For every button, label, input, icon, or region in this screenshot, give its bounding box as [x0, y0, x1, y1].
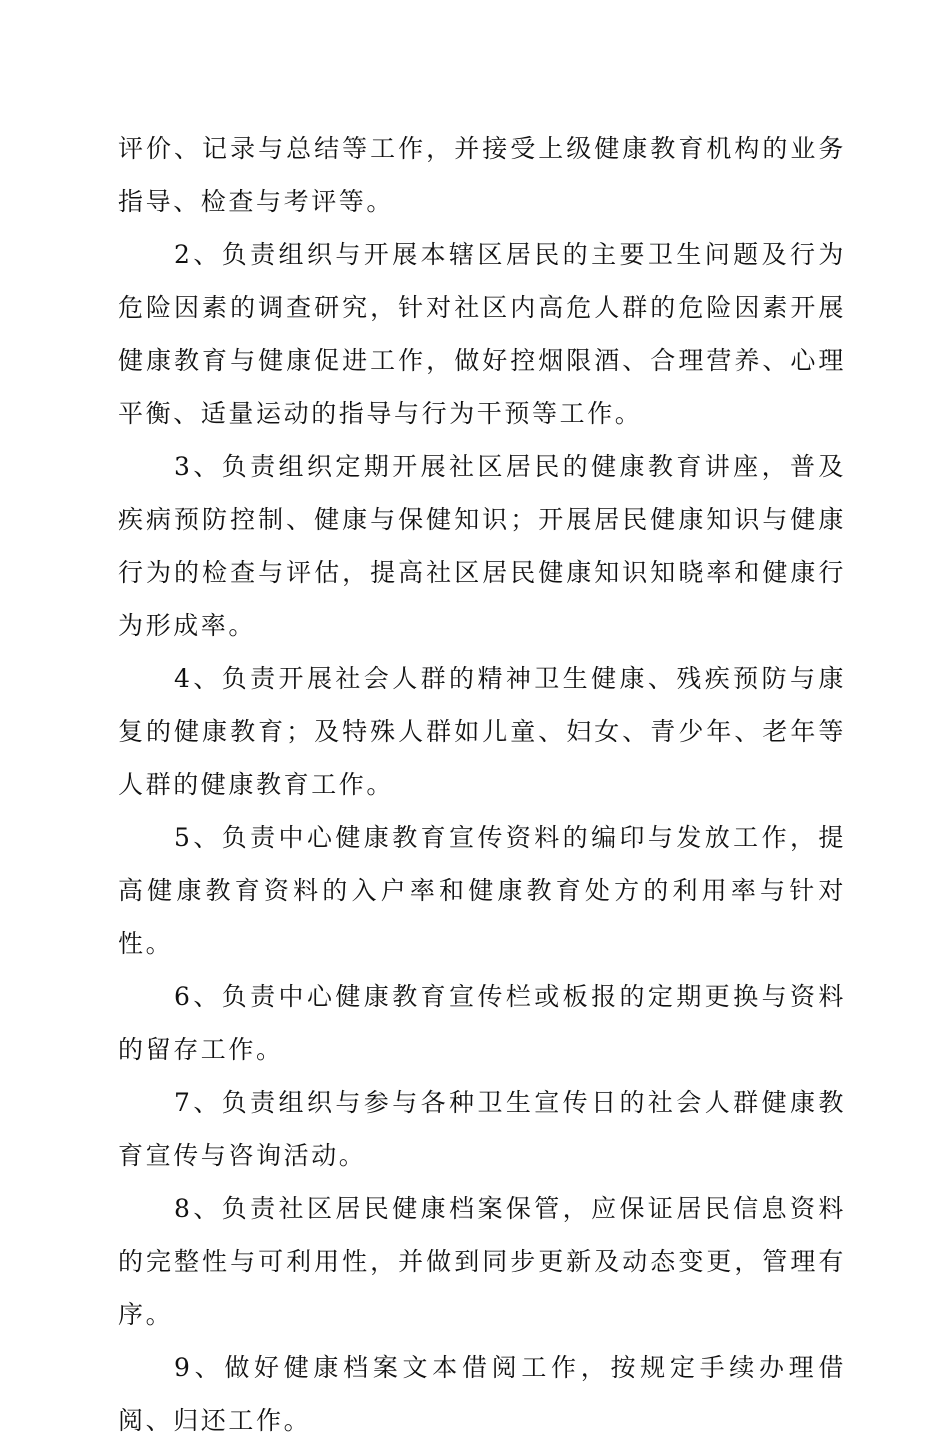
- paragraph-item-8: 8、负责社区居民健康档案保管，应保证居民信息资料的完整性与可利用性，并做到同步更新及动态变更，管理有序。: [118, 1194, 846, 1329]
- paragraph-item-2: 2、负责组织与开展本辖区居民的主要卫生问题及行为危险因素的调查研究，针对社区内高危人群的危险因素开展健康教育与健康促进工作，做好控烟限酒、合理营养、心理平衡、适量运动的指导与行为干预等工作。: [118, 240, 846, 428]
- paragraph-item-6: 6、负责中心健康教育宣传栏或板报的定期更换与资料的留存工作。: [118, 982, 846, 1064]
- document-body: [118, 122, 846, 1447]
- paragraph-item-7: 7、负责组织与参与各种卫生宣传日的社会人群健康教育宣传与咨询活动。: [118, 1088, 846, 1170]
- paragraph-item-9: 9、做好健康档案文本借阅工作，按规定手续办理借阅、归还工作。: [118, 1353, 846, 1435]
- paragraph-continuation: 评价、记录与总结等工作，并接受上级健康教育机构的业务指导、检查与考评等。: [118, 134, 846, 216]
- paragraph-item-3: 3、负责组织定期开展社区居民的健康教育讲座，普及疾病预防控制、健康与保健知识；开展居民健康知识与健康行为的检查与评估，提高社区居民健康知识知晓率和健康行为形成率。: [118, 452, 846, 640]
- paragraph-item-5: 5、负责中心健康教育宣传资料的编印与发放工作，提高健康教育资料的入户率和健康教育处方的利用率与针对性。: [118, 823, 846, 958]
- paragraph-item-4: 4、负责开展社会人群的精神卫生健康、残疾预防与康复的健康教育；及特殊人群如儿童、妇女、青少年、老年等人群的健康教育工作。: [118, 664, 846, 799]
